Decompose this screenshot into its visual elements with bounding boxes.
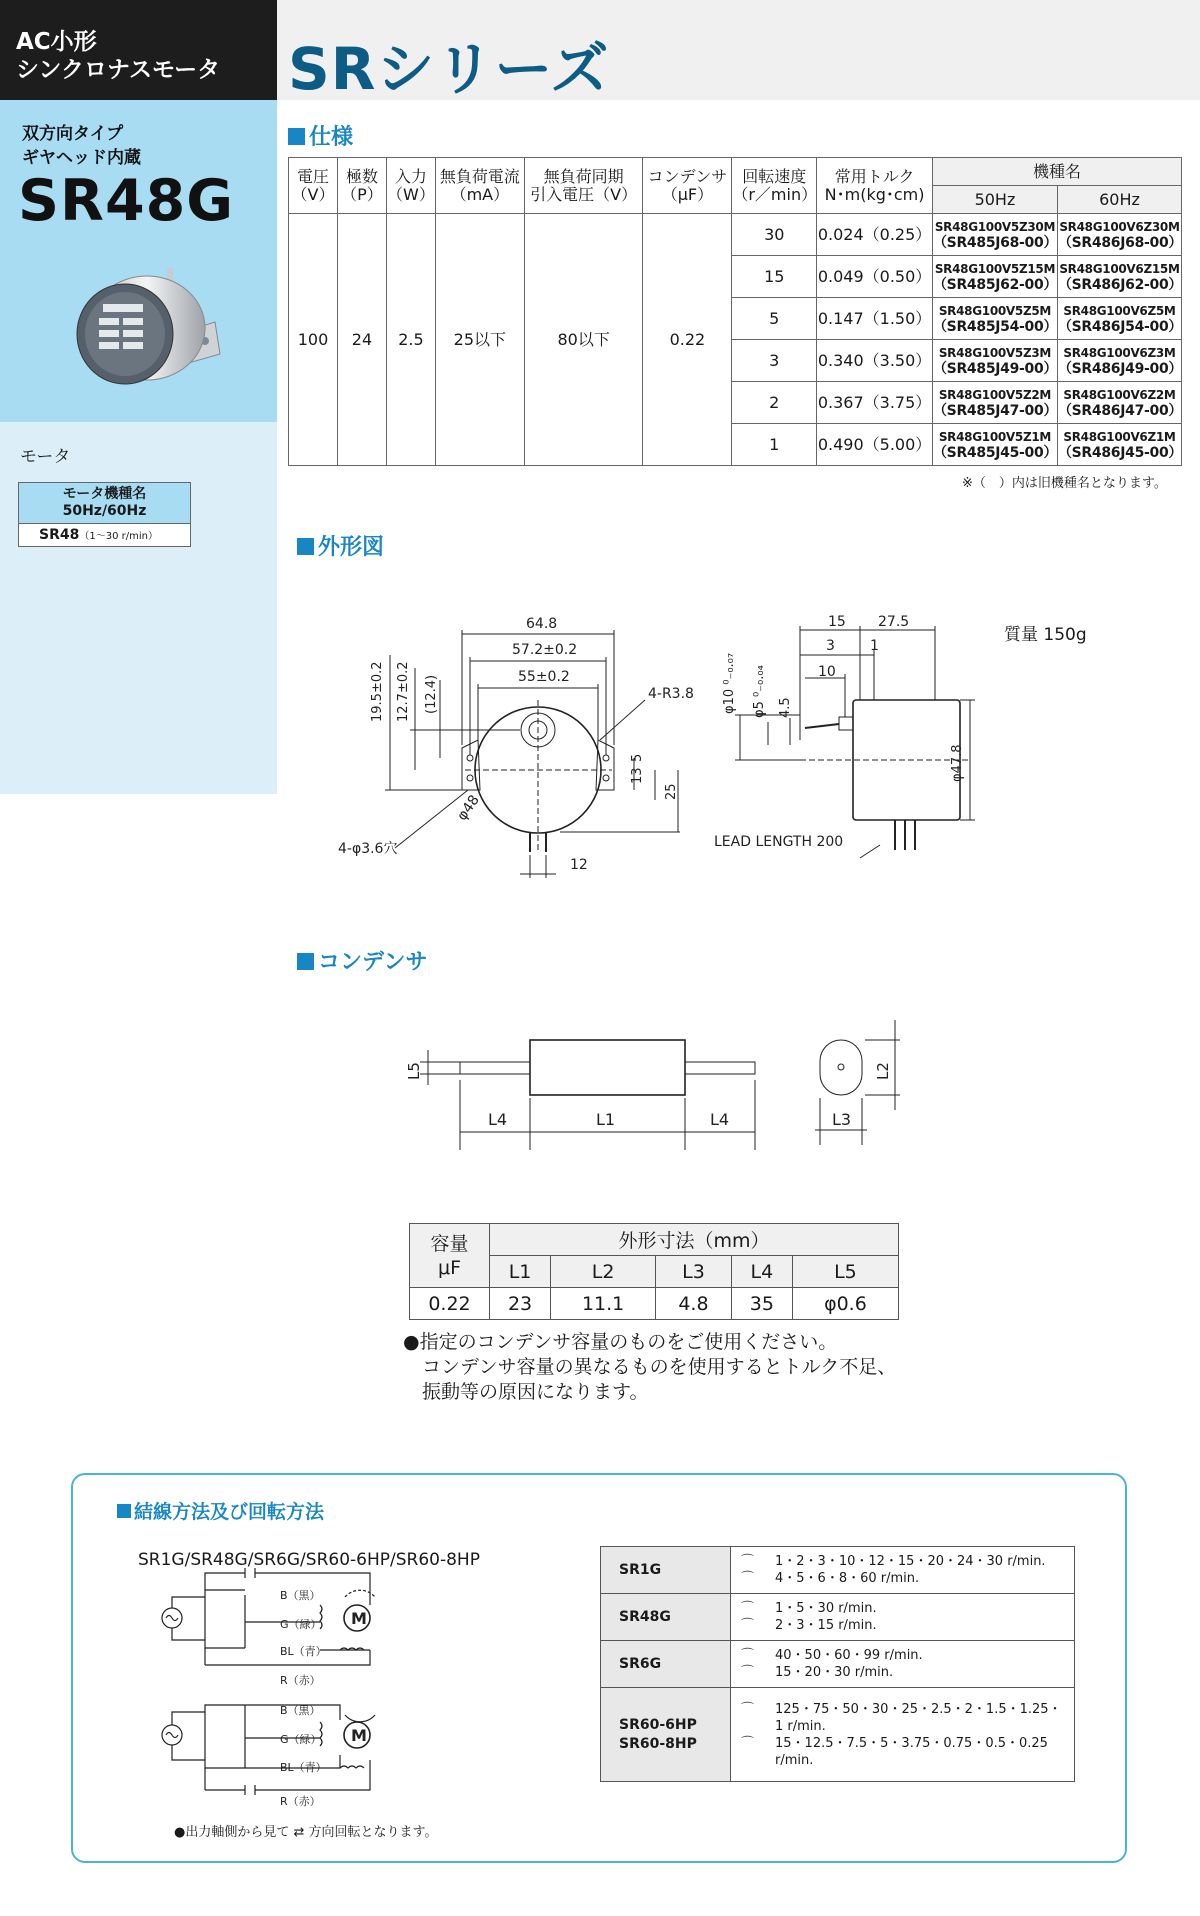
- cap-l2: L2: [874, 1062, 892, 1080]
- cap-l3: L3: [832, 1110, 852, 1129]
- wiring-title-text: 結線方法及び回転方法: [134, 1501, 325, 1523]
- wire-label-g: G（緑）: [280, 1733, 322, 1746]
- cell-poles: 24: [337, 214, 386, 466]
- cap-cell: φ0.6: [792, 1288, 898, 1320]
- th-input: 入力 （W）: [386, 158, 435, 214]
- cell-torque: 0.490（5.00）: [817, 424, 933, 466]
- cw-arrow-icon: ⌒: [741, 1701, 755, 1717]
- model-name: SR48G: [18, 168, 235, 234]
- th-no-load-current: 無負荷電流 （mA）: [435, 158, 524, 214]
- cell-torque: 0.340（3.50）: [817, 340, 933, 382]
- ccw-arrow-icon: ⌒: [741, 1618, 755, 1633]
- dim-phi5: φ5 ⁰₋₀.₀₄: [752, 665, 767, 718]
- th-capacitor: コンデンサ （μF）: [643, 158, 732, 214]
- cell-voltage: 100: [289, 214, 338, 466]
- cap-th-l1: L1: [490, 1256, 551, 1288]
- rot-name: SR6G: [601, 1641, 731, 1688]
- wire-label-r: R（赤）: [280, 1795, 321, 1808]
- cell-model-60hz: SR48G100V6Z15M （SR486J62-00）: [1057, 256, 1181, 298]
- dim-r38: 4-R3.8: [648, 686, 694, 702]
- motor-label: モータ: [20, 447, 71, 467]
- rot-cw: 1・2・3・10・12・15・20・24・30 r/min.: [775, 1554, 1046, 1569]
- rot-cw: 125・75・50・30・25・2.5・2・1.5・1.25・1 r/min.: [775, 1701, 1062, 1734]
- wire-label-bl: BL（青）: [280, 1645, 327, 1658]
- cell-no-load-sync-voltage: 80以下: [524, 214, 643, 466]
- cell-speed: 3: [732, 340, 817, 382]
- ccw-arrow-icon: ⌒: [741, 1735, 755, 1751]
- cw-arrow-icon: ⌒: [741, 1601, 755, 1616]
- dim-1: 1: [870, 638, 879, 654]
- table-row: [601, 1547, 1075, 1594]
- rotation-table: [600, 1546, 1075, 1782]
- cap-note-line3: 振動等の原因になります。: [422, 1381, 649, 1403]
- th-60hz: 60Hz: [1057, 186, 1181, 214]
- outline-title-text: 外形図: [318, 535, 385, 560]
- cap-note-line1: ●指定のコンデンサ容量のものをご使用ください。: [403, 1331, 838, 1353]
- cell-torque: 0.147（1.50）: [817, 298, 933, 340]
- series-title: SRシリーズ: [288, 35, 610, 103]
- dim-4-5: 4.5: [778, 697, 793, 718]
- cell-model-50hz: SR48G100V5Z2M （SR485J47-00）: [932, 382, 1057, 424]
- th-no-load-sync-voltage: 無負荷同期 引入電圧（V）: [524, 158, 643, 214]
- cap-cell: 11.1: [551, 1288, 656, 1320]
- cell-model-60hz: SR48G100V6Z3M （SR486J49-00）: [1057, 340, 1181, 382]
- cap-l4-left: L4: [488, 1110, 508, 1129]
- dim-10: 10: [818, 664, 836, 680]
- spec-title-text: 仕様: [309, 125, 354, 150]
- rot-speeds: [731, 1594, 1075, 1641]
- dim-3: 3: [826, 638, 835, 654]
- cell-model-50hz: SR48G100V5Z15M （SR485J62-00）: [932, 256, 1057, 298]
- wire-label-bl: BL（青）: [280, 1761, 327, 1774]
- table-row: [601, 1688, 1075, 1782]
- cell-model-60hz: SR48G100V6Z1M （SR486J45-00）: [1057, 424, 1181, 466]
- spec-note: ※（ ）内は旧機種名となります。: [962, 476, 1167, 491]
- rot-name: SR48G: [601, 1594, 731, 1641]
- cell-model-50hz: SR48G100V5Z1M （SR485J45-00）: [932, 424, 1057, 466]
- rot-cw: 1・5・30 r/min.: [775, 1601, 877, 1616]
- rot-ccw: 15・12.5・7.5・5・3.75・0.75・0.5・0.25 r/min.: [775, 1735, 1048, 1768]
- cap-value: 0.22: [410, 1288, 490, 1320]
- cell-model-50hz: SR48G100V5Z5M （SR485J54-00）: [932, 298, 1057, 340]
- cell-speed: 15: [732, 256, 817, 298]
- cell-torque: 0.049（0.50）: [817, 256, 933, 298]
- motor-icon: M: [351, 1726, 367, 1745]
- th-poles: 極数 （P）: [337, 158, 386, 214]
- wire-label-g: G（緑）: [280, 1618, 322, 1631]
- dim-5-front: 5: [630, 753, 645, 762]
- motor-table-head-line2: 50Hz/60Hz: [62, 503, 147, 519]
- cap-th-dims: 外形寸法（mm）: [490, 1224, 899, 1256]
- cell-model-60hz: SR48G100V6Z5M （SR486J54-00）: [1057, 298, 1181, 340]
- dim-12: 12: [570, 857, 588, 873]
- wire-label-r: R（赤）: [280, 1674, 321, 1687]
- th-50hz: 50Hz: [932, 186, 1057, 214]
- rot-name: SR60-6HP SR60-8HP: [601, 1688, 731, 1782]
- cell-model-60hz: SR48G100V6Z30M （SR486J68-00）: [1057, 214, 1181, 256]
- cw-arrow-icon: ⌒: [741, 1554, 755, 1569]
- lead-length: LEAD LENGTH 200: [714, 834, 844, 850]
- rot-speeds: [731, 1688, 1075, 1782]
- cap-l4-right: L4: [710, 1110, 730, 1129]
- cell-speed: 5: [732, 298, 817, 340]
- cell-capacitor: 0.22: [643, 214, 732, 466]
- cell-no-load-current: 25以下: [435, 214, 524, 466]
- rot-name: SR1G: [601, 1547, 731, 1594]
- wire-label-b: B（黒）: [280, 1589, 321, 1602]
- ccw-arrow-icon: ⌒: [741, 1665, 755, 1680]
- cell-torque: 0.024（0.25）: [817, 214, 933, 256]
- dim-57-2: 57.2±0.2: [512, 642, 578, 658]
- dim-15: 15: [828, 614, 846, 630]
- cell-speed: 2: [732, 382, 817, 424]
- wiring-note: ●出力軸側から見て ⇄ 方向回転となります。: [174, 1825, 438, 1840]
- rot-ccw: 15・20・30 r/min.: [775, 1665, 894, 1680]
- motor-range: （1～30 r/min）: [79, 531, 158, 542]
- cap-th-l3: L3: [656, 1256, 732, 1288]
- dim-27-5: 27.5: [878, 614, 910, 630]
- wiring-series: SR1G/SR48G/SR6G/SR60-6HP/SR60-8HP: [138, 1550, 480, 1570]
- dim-19-5: 19.5±0.2: [370, 661, 385, 722]
- dim-13: 13: [630, 767, 645, 784]
- table-row: [601, 1641, 1075, 1688]
- rot-cw: 40・50・60・99 r/min.: [775, 1648, 923, 1663]
- cap-note-line2: コンデンサ容量の異なるものを使用するとトルク不足、: [422, 1356, 897, 1378]
- category-line1: AC小形: [16, 29, 97, 55]
- dim-hole: 4-φ3.6穴: [338, 841, 398, 857]
- th-speed: 回転速度 （r／min）: [732, 158, 817, 214]
- dim-12-4: (12.4): [424, 674, 439, 714]
- cap-cell: 4.8: [656, 1288, 732, 1320]
- cell-speed: 1: [732, 424, 817, 466]
- rot-speeds: [731, 1641, 1075, 1688]
- cw-arrow-icon: ⌒: [741, 1648, 755, 1663]
- cap-l5: L5: [405, 1062, 423, 1080]
- motor-table-head-line1: モータ機種名: [62, 486, 147, 502]
- cap-cell: 23: [490, 1288, 551, 1320]
- ccw-arrow-icon: ⌒: [741, 1571, 755, 1586]
- category-line2: シンクロナスモータ: [16, 57, 221, 83]
- wire-label-b: B（黒）: [280, 1704, 321, 1717]
- dim-64-8: 64.8: [526, 616, 558, 632]
- th-voltage: 電圧 （V）: [289, 158, 338, 214]
- th-torque: 常用トルク N･m(kg･cm): [817, 158, 933, 214]
- rot-speeds: [731, 1547, 1075, 1594]
- dim-phi10: φ10 ⁰₋₀.₀₇: [722, 652, 737, 714]
- dim-47-8: φ47.8: [950, 744, 965, 782]
- th-model-name: 機種名: [932, 158, 1181, 186]
- rot-ccw: 4・5・6・8・60 r/min.: [775, 1571, 920, 1586]
- dim-25: 25: [664, 783, 679, 800]
- cap-th-l5: L5: [792, 1256, 898, 1288]
- cap-cell: 35: [731, 1288, 792, 1320]
- cell-model-50hz: SR48G100V5Z3M （SR485J49-00）: [932, 340, 1057, 382]
- cap-th-l2: L2: [551, 1256, 656, 1288]
- table-row: [601, 1594, 1075, 1641]
- cell-model-60hz: SR48G100V6Z2M （SR486J47-00）: [1057, 382, 1181, 424]
- cap-l1: L1: [596, 1110, 616, 1129]
- cell-speed: 30: [732, 214, 817, 256]
- dim-48: φ48: [454, 792, 483, 824]
- type-line1: 双方向タイプ: [22, 124, 124, 144]
- motor-model: SR48: [39, 527, 80, 543]
- dim-55: 55±0.2: [518, 669, 570, 685]
- cell-input: 2.5: [386, 214, 435, 466]
- cell-model-50hz: SR48G100V5Z30M （SR485J68-00）: [932, 214, 1057, 256]
- cap-th-capacity: 容量 μF: [410, 1224, 490, 1288]
- cell-torque: 0.367（3.75）: [817, 382, 933, 424]
- mass: 質量 150g: [1004, 625, 1087, 645]
- motor-icon: M: [351, 1609, 367, 1628]
- type-line2: ギヤヘッド内蔵: [22, 148, 141, 168]
- capacitor-title-text: コンデンサ: [318, 950, 428, 975]
- dim-12-7: 12.7±0.2: [396, 661, 411, 722]
- rot-ccw: 2・3・15 r/min.: [775, 1618, 877, 1633]
- cap-th-l4: L4: [731, 1256, 792, 1288]
